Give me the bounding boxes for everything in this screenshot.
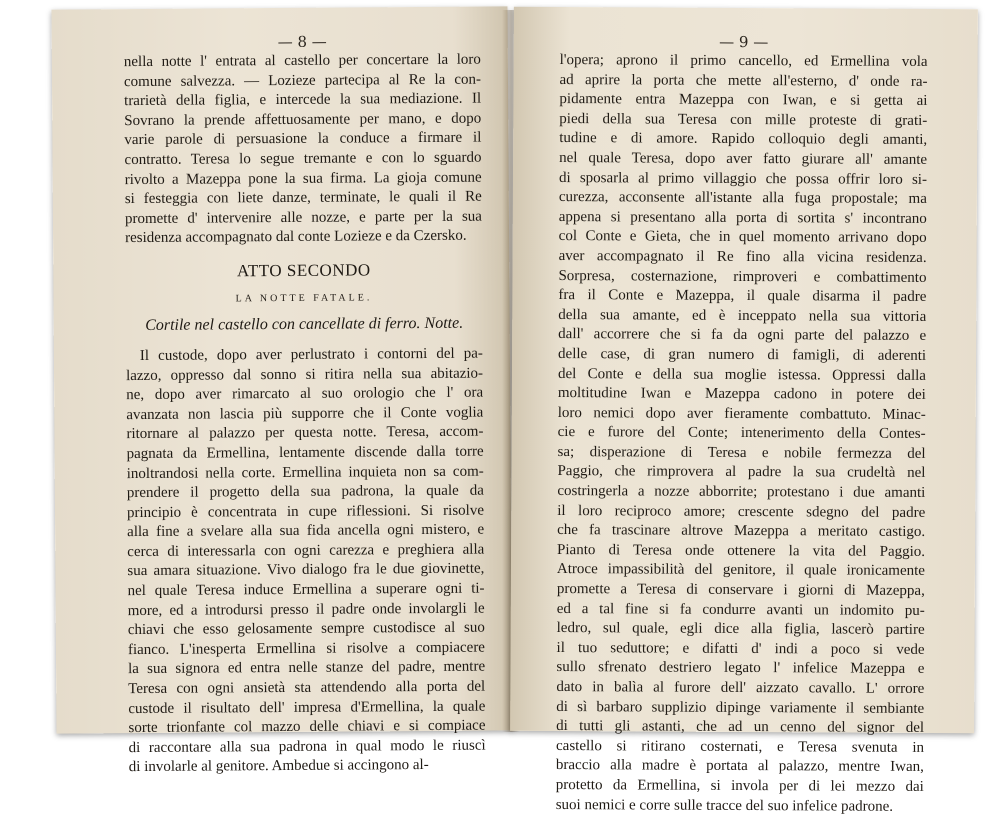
text-line: sorte trionfante col mazzo delle chiavi e si compiace (128, 717, 486, 737)
text-line: cerca di interessarla con ogni carezza e preghiera alla (127, 541, 485, 560)
text-line: Pianto di Teresa onde ottenere la vita del Paggio. (557, 541, 926, 560)
act-title: ATTO SECONDO (236, 260, 371, 281)
text-line: dall' accorrere che si fa da ogni parte del palazzo e (558, 326, 927, 345)
text-line: castello si ritirano costernati, e Teresa svenuta in (555, 737, 925, 756)
text-line: Atroce impassibilità del genitore, il quale ironicamente (556, 561, 925, 580)
page-number: — 9 — (719, 32, 769, 52)
text-line: custode il risultato dell' impresa d'Ermellina, la quale (128, 698, 486, 717)
text-line: nel quale Teresa, dopo aver fatto giurare all' amante (559, 149, 928, 168)
text-line: il loro reciproco amore; crescente sdegno del padre (557, 502, 926, 521)
text-line: nel quale Teresa induce Ermellina a superare ogni ti- (127, 580, 485, 600)
text-line: dato in balìa al furore dell' aizzato cavallo. L' orrore (556, 679, 925, 697)
text-line: ledro, sul quale, egli dice alla figlia, lascerò partire (556, 620, 925, 639)
text-line: sua amara situazione. Vivo dialogo fra le due giovinette, (127, 561, 485, 580)
text-line: pagnata da Ermellina, lentamente discende dalla torre (126, 443, 484, 462)
text-line: di tutti gli astanti, che ad un cenno del signor del (556, 718, 925, 737)
text-line: prendere il progetto della sua padrona, la quale da (126, 482, 484, 502)
text-line: ne, dopo aver rimarcato al suo orologio che l' ora (126, 384, 484, 404)
text-line: trarietà della figlia, e intercede la sua mediazione. Il (124, 90, 482, 110)
text-line: la sua signora ed entra nelle stanze del padre, mentre (128, 659, 486, 678)
text-line: suoi nemici e corre sulle tracce del suo infelice padrone. (555, 796, 894, 815)
text-line: sa; disperazione di Teresa e nobile fermezza del (557, 443, 926, 462)
text-line: ad aprire la porta che mette all'esterno, d' onde ra- (559, 71, 928, 90)
text-line: protetto da Ermellina, si invola per di lei mezzo dai (555, 776, 924, 795)
text-line: Sorpresa, costernazione, rimproveri e combattimento (558, 267, 927, 286)
text-line: residenza accompagnato dal conte Lozieze e da Czersko. (125, 228, 467, 247)
text-line: lazzo, oppresso dal sonno si ritira nella sua abitazio- (125, 365, 484, 384)
text-line: Il custode, dopo aver perlustrato i contorni del pa- (139, 345, 483, 364)
text-line: di sì barbaro supplizio dipinge variamente il sembiante (556, 698, 925, 717)
text-line: appena si presentano alla porta di sortita s' incontrano (558, 208, 927, 227)
paragraph-intro (124, 51, 482, 249)
text-line: di raccontare alla sua padrona in qual modo le riuscì (128, 737, 486, 756)
text-line: contratto. Teresa lo segue tremante e con lo sguardo (124, 149, 482, 169)
text-line: delle case, di gran numero di famigli, di aderenti (558, 345, 927, 364)
text-line: rivolto a Mazeppa pone la sua firma. La gioja comune (124, 169, 482, 188)
text-line: cie e furore del Conte; intenerimento della Contes- (557, 424, 926, 443)
book-spread (50, 8, 980, 815)
text-line: del Conte e della sua moglie istessa. Oppressi dalla (557, 365, 927, 384)
text-line: fra il Conte e Mazeppa, il quale disarma il padre (558, 287, 927, 306)
text-line: Teresa con ogni ansietà sta attendendo alla porta del (128, 678, 486, 698)
page-number: — 8 — (277, 32, 327, 52)
text-line: fianco. L'inesperta Ermellina si risolve a compiacere (127, 639, 485, 658)
text-line: l'opera; aprono il primo cancello, ed Ermellina vola (559, 52, 928, 70)
text-line: ritornare al palazzo per questa notte. Teresa, accom- (126, 423, 484, 443)
text-line: pidamente entra Mazeppa con Iwan, e si getta ai (559, 91, 928, 110)
text-line: comune salvezza. — Lozieze partecipa al Re la con- (123, 71, 482, 90)
right-page (510, 7, 978, 815)
text-line: nella notte l' entrata al castello per concertare la loro (123, 51, 481, 71)
text-line: principio è concentrata in cupe riflessioni. Si risolve (126, 502, 485, 521)
text-line: avanzata non lascia più supporre che il Conte voglia (126, 404, 484, 423)
right-page-text (556, 51, 928, 817)
text-line: varie parole di persuasione la conduce a firmare il (124, 129, 482, 149)
paragraph-scene (126, 345, 486, 779)
text-line: more, ed a introdursi presso il padre onde involargli le (127, 600, 485, 619)
paragraph-continuation (556, 51, 928, 817)
text-line: curezza, acconsente all'istante alla fuga propostale; ma (558, 189, 927, 208)
scene-setting: Cortile nel castello con cancellate di ferro. Notte. (145, 314, 464, 334)
text-line: inoltrandosi nella corte. Ermellina inquieta non sa com- (126, 463, 484, 482)
text-line: col Conte e Gieta, che in quel momento arrivano dopo (558, 228, 927, 247)
text-line: aver accompagnato il Re fino alla vicina residenza. (558, 247, 927, 266)
text-line: sullo sfrenato destriero legato l' infelice Mazeppa e (556, 659, 925, 678)
text-line: il tuo seduttore; e difatti d' indi a poco si vede (556, 639, 925, 658)
text-line: di sposarla al primo villaggio che possa offrir loro si- (558, 169, 928, 188)
text-line: chiavi che esso gelosamente sempre custodisce al suo (127, 619, 485, 639)
text-line: si festeggia con liete danze, terminate, le quali il Re (124, 188, 482, 208)
text-line: braccio alla madre è portata al palazzo, mentre Iwan, (555, 757, 924, 776)
text-line: tudine e di amore. Rapido colloquio degli amanti, (559, 130, 928, 149)
text-line: alla fine a svelare alla sua fida ancella ogni mistero, e (127, 521, 485, 541)
text-line: Sovrano la prende affettuosamente per mano, e dopo (124, 110, 482, 129)
text-line: piedi della sua Teresa con mille proteste di grati- (559, 110, 928, 129)
text-line: promette d' intervenire alle nozze, e parte per la sua (124, 208, 482, 227)
text-line: che fa trascinare altrove Mazeppa a meritato castigo. (557, 522, 926, 541)
text-line: della sua amante, ed è inceppato nella sua vittoria (558, 306, 927, 325)
text-line: di involarle al genitore. Ambedue si accingono al- (128, 757, 429, 776)
text-line: ed a tal fine si fa condurre avanti un indomito pu- (556, 600, 925, 619)
scene-title: LA NOTTE FATALE. (235, 292, 373, 305)
text-line: costringerla a nozze abborrite; protestano i due amanti (557, 483, 926, 502)
text-line: loro nemici dopo aver fieramente combattuto. Minac- (557, 404, 926, 423)
left-page (51, 6, 512, 776)
left-page-text (124, 51, 486, 778)
text-line: promette a Teresa di conservare i giorni di Mazeppa, (556, 581, 925, 599)
text-line: Paggio, che rimprovera al padre la sua crudeltà nel (557, 463, 926, 482)
text-line: moltitudine Iwan e Mazeppa cadono in potere dei (557, 385, 926, 404)
